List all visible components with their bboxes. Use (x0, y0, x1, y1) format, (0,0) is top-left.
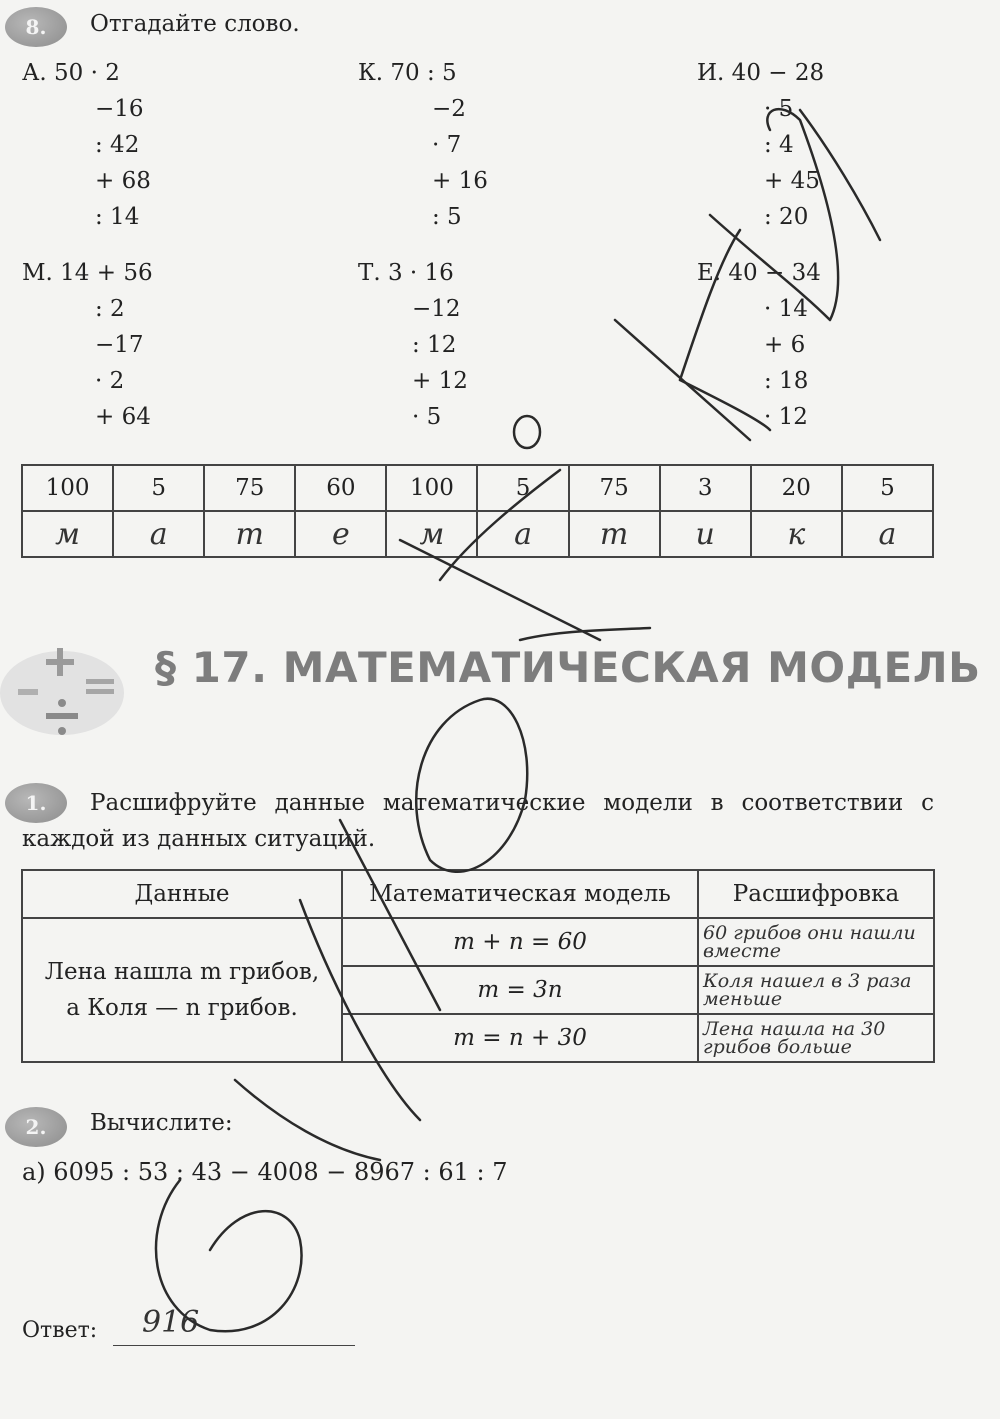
chain-op: : 2 (95, 296, 125, 322)
number-cell: 60 (295, 465, 386, 511)
chain-head: И. 40 − 28 (697, 60, 825, 86)
chain-op: −16 (95, 96, 144, 122)
decoding-cell: Лена нашла на 30 грибов больше (698, 1014, 934, 1062)
number-cell: 100 (386, 465, 477, 511)
task-number: 2. (25, 1115, 47, 1139)
number-cell: 5 (842, 465, 933, 511)
letter-cell: е (295, 511, 386, 557)
chain-op: : 5 (432, 204, 462, 230)
letter-cell: и (660, 511, 751, 557)
number-cell: 5 (477, 465, 568, 511)
task-title: Вычислите: (90, 1110, 233, 1136)
chain-op: · 12 (764, 404, 808, 430)
number-cell: 75 (204, 465, 295, 511)
letter-cell: м (386, 511, 477, 557)
chain-op: + 64 (95, 404, 151, 430)
chain-op: −2 (432, 96, 466, 122)
situation-line: Лена нашла m грибов, (44, 959, 320, 985)
chain-op: · 14 (764, 296, 808, 322)
chain-op: −17 (95, 332, 144, 358)
answer-label: Ответ: (22, 1318, 98, 1343)
letter-cell: а (113, 511, 204, 557)
letter-cell: м (22, 511, 113, 557)
chain-head: К. 70 : 5 (358, 60, 457, 86)
task-title: Отгадайте слово. (90, 11, 300, 37)
letter-cell: к (751, 511, 842, 557)
chain-op: + 12 (412, 368, 468, 394)
task-instructions-text: Расшифруйте данные математические модели в соответствии с каждой из данных ситуаций. (22, 790, 934, 852)
number-cell: 100 (22, 465, 113, 511)
chain-op: : 12 (412, 332, 457, 358)
chain-op: + 6 (764, 332, 806, 358)
chain-head: М. 14 + 56 (22, 260, 153, 286)
decoding-cell: Коля нашел в 3 раза меньше (698, 966, 934, 1014)
chain-op: −12 (412, 296, 461, 322)
task-number: 1. (25, 791, 47, 815)
number-cell: 20 (751, 465, 842, 511)
chain-op: : 14 (95, 204, 140, 230)
model-cell: m = n + 30 (342, 1014, 698, 1062)
answer-value: 916 (142, 1305, 200, 1340)
chain-op: + 68 (95, 168, 151, 194)
expression: а) 6095 : 53 : 43 − 4008 − 8967 : 61 : 7 (22, 1158, 508, 1186)
situation-line: а Коля — n грибов. (66, 995, 298, 1021)
header-cell: Математическая модель (342, 870, 698, 918)
header-cell: Данные (22, 870, 342, 918)
letter-cell: т (569, 511, 660, 557)
letter-cell: а (477, 511, 568, 557)
chain-head: Т. 3 · 16 (358, 260, 454, 286)
letter-cell: т (204, 511, 295, 557)
chain-op: · 2 (95, 368, 125, 394)
decoding-cell: 60 грибов они нашли вместе (698, 918, 934, 966)
chain-head: Е. 40 − 34 (697, 260, 821, 286)
chain-op: · 7 (432, 132, 462, 158)
model-cell: m + n = 60 (342, 918, 698, 966)
chain-op: : 20 (764, 204, 809, 230)
task-number: 8. (25, 15, 47, 39)
chain-head: А. 50 · 2 (22, 60, 120, 86)
chain-op: + 16 (432, 168, 488, 194)
number-cell: 75 (569, 465, 660, 511)
number-cell: 3 (660, 465, 751, 511)
header-cell: Расшифровка (698, 870, 934, 918)
number-cell: 5 (113, 465, 204, 511)
chain-op: : 4 (764, 132, 794, 158)
chain-op: · 5 (764, 96, 794, 122)
section-title: § 17. МАТЕМАТИЧЕСКАЯ МОДЕЛЬ (155, 643, 981, 692)
chain-op: · 5 (412, 404, 442, 430)
model-cell: m = 3n (342, 966, 698, 1014)
chain-op: + 45 (764, 168, 820, 194)
chain-op: : 42 (95, 132, 140, 158)
chain-op: : 18 (764, 368, 809, 394)
letter-cell: а (842, 511, 933, 557)
